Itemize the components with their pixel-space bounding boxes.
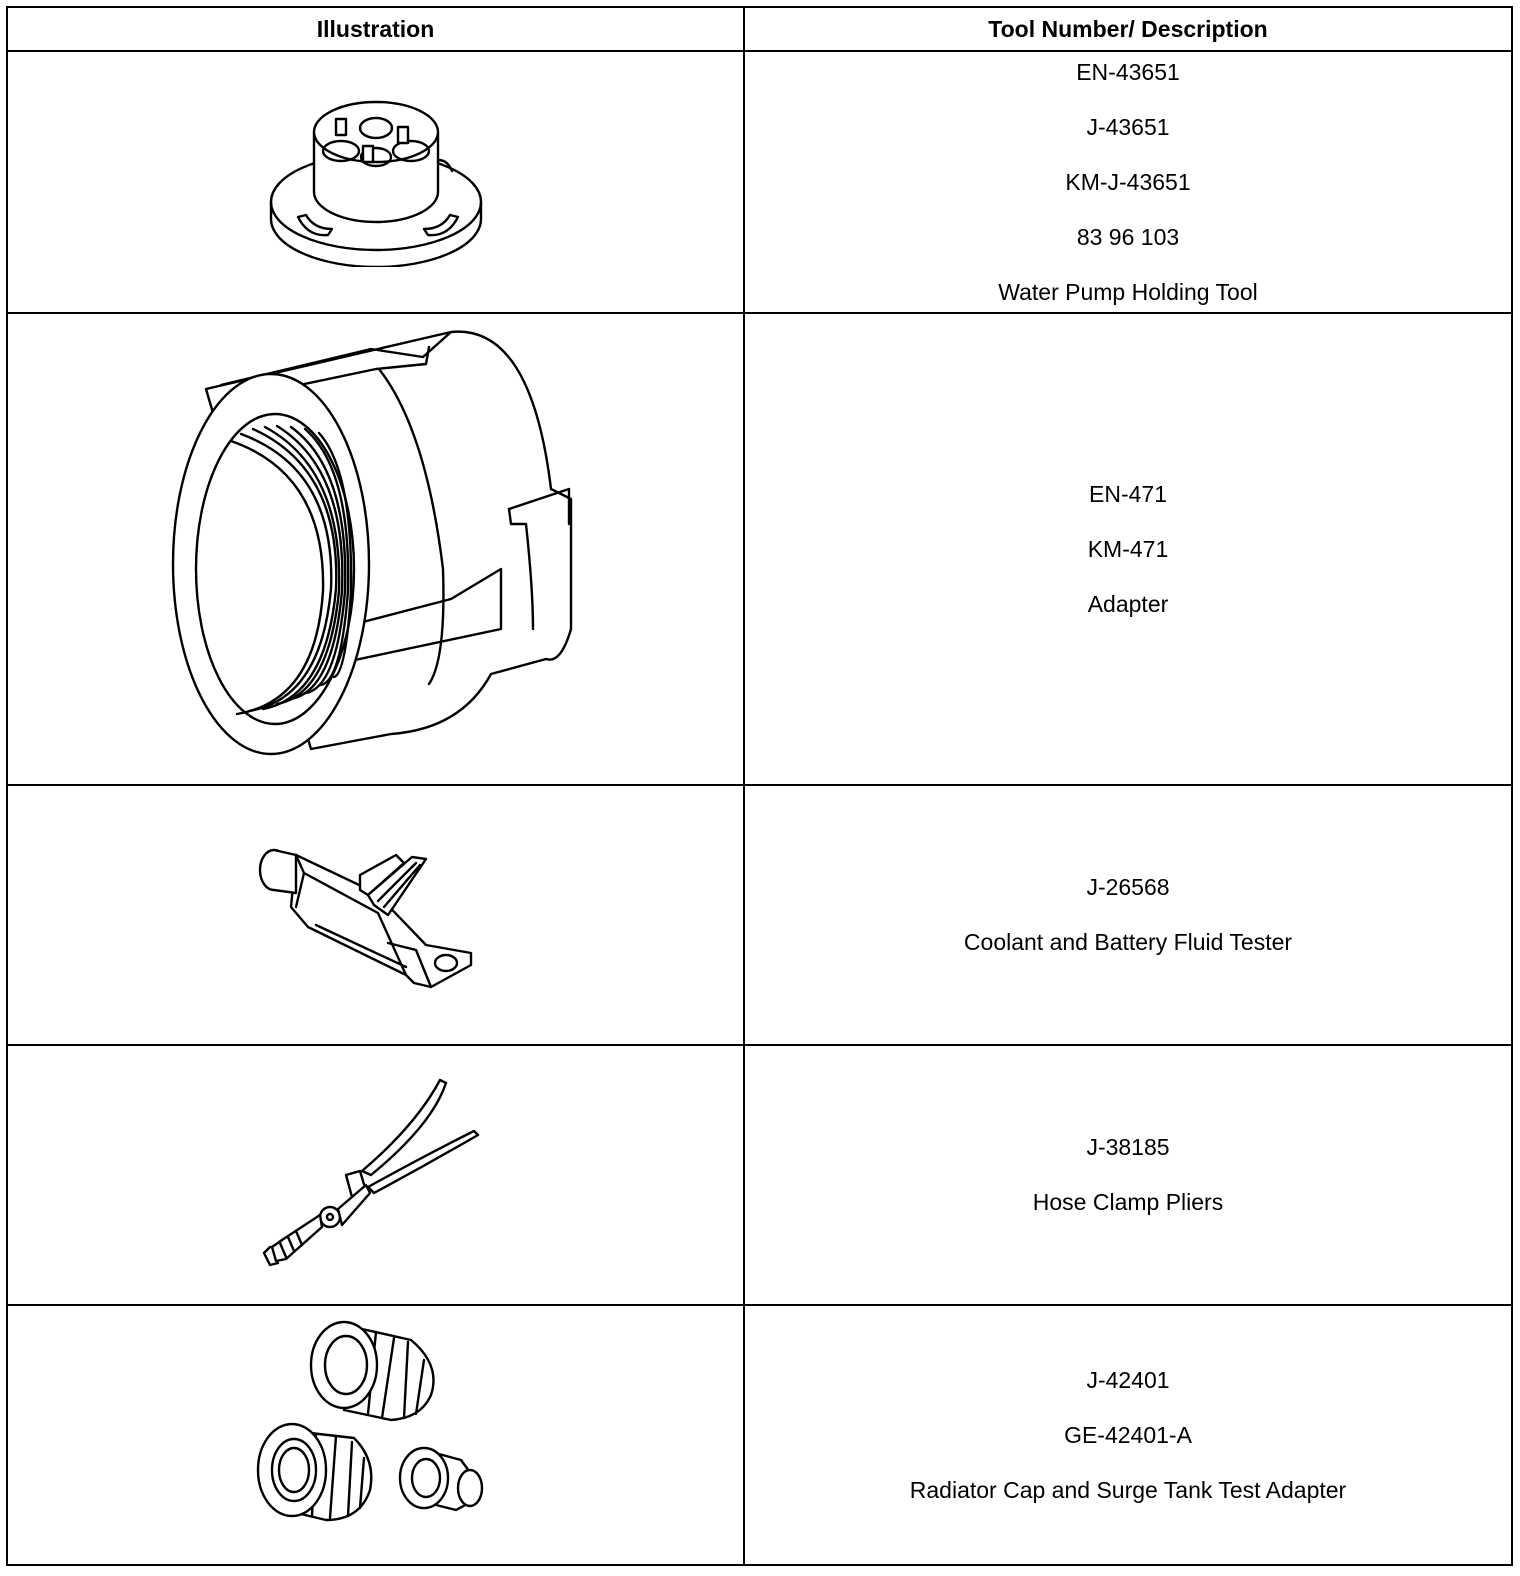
tool-number: J-26568 [1086,874,1170,900]
tool-number: J-38185 [1086,1134,1170,1160]
table-row [7,313,1512,785]
fluid-tester-icon [256,835,496,995]
header-description: Tool Number/ Description [744,7,1512,51]
radiator-cap-adapter-icon [256,1310,496,1560]
tool-number: J-42401 [1086,1366,1170,1393]
illustration-cell [7,1045,744,1305]
water-pump-holding-tool-icon [256,97,496,267]
tool-description: Hose Clamp Pliers [1032,1189,1224,1215]
tool-number: J-43651 [1086,113,1170,140]
illustration-cell [7,1305,744,1565]
tool-description: Adapter [1087,590,1169,617]
hose-clamp-pliers-icon [256,1075,496,1275]
header-illustration: Illustration [7,7,744,51]
tool-description: Radiator Cap and Surge Tank Test Adapter [909,1476,1347,1503]
tool-description: Coolant and Battery Fluid Tester [963,929,1293,955]
adapter-icon [161,329,591,769]
special-tools-table [6,6,1513,1566]
tool-number: 83 96 103 [1076,223,1180,250]
tool-number: KM-J-43651 [1065,168,1191,195]
description-cell [744,51,1512,313]
tool-number: EN-471 [1089,480,1167,507]
description-cell [744,1045,1512,1305]
table-row [7,1305,1512,1565]
table-row [7,1045,1512,1305]
tool-number: GE-42401-A [1064,1421,1192,1448]
description-cell [744,785,1512,1045]
table-row [7,51,1512,313]
tool-number: EN-43651 [1076,58,1180,85]
illustration-cell [7,313,744,785]
illustration-cell [7,51,744,313]
tool-description: Water Pump Holding Tool [998,278,1258,305]
table-header-row [7,7,1512,51]
tool-number: KM-471 [1087,535,1169,562]
illustration-cell [7,785,744,1045]
description-cell [744,1305,1512,1565]
description-cell [744,313,1512,785]
table-row [7,785,1512,1045]
